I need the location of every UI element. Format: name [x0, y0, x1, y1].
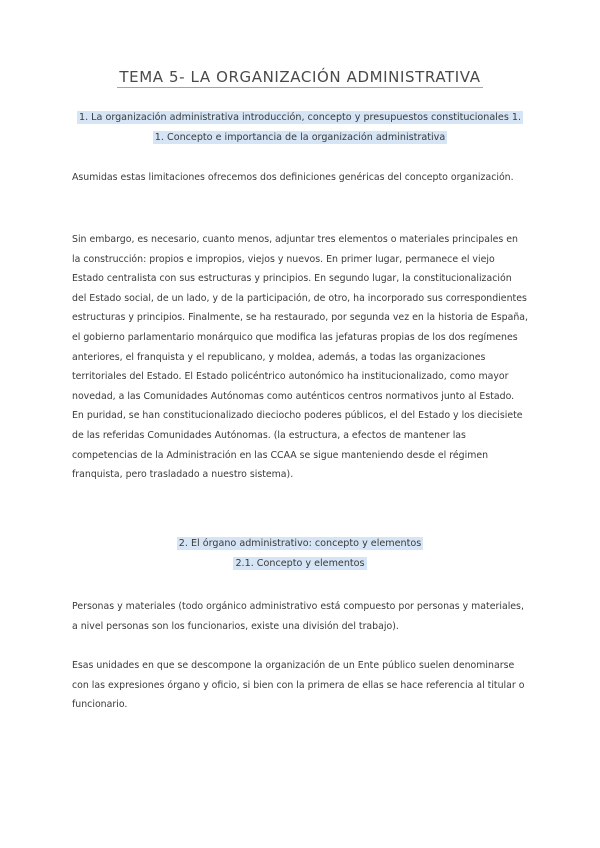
section-2-heading-line-2: 2.1. Concepto y elementos [235, 558, 365, 569]
section-2-heading-line-1: 2. El órgano administrativo: concepto y elementos [178, 538, 422, 549]
page-title-text: TEMA 5- LA ORGANIZACIÓN ADMINISTRATIVA [119, 68, 481, 86]
section-1-heading-line-2: 1. Concepto e importancia de la organización administrativa [154, 132, 446, 143]
paragraph-2: Sin embargo, es necesario, cuanto menos, adjuntar tres elementos o materiales principales en la construcción: propios e impropios, viejos y nuevos. En primer lugar, permanece el viejo Estado centralista con sus estructuras y principios. En segundo lugar, la constitucionalización del Estado social, de un lado, y de la participación, de otro, ha incorporado sus correspondientes estructuras y principios. Finalmente, se ha restaurado, por segunda vez en la historia de España, el gobierno parlamentario monárquico que modifica las jefaturas propias de los dos regímenes anteriores, el franquista y el republicano, y moldea, además, a todas las organizaciones territoriales del Estado. El Estado policéntrico autonómico ha institucionalizado, como mayor novedad, a las Comunidades Autónomas como auténticos centros normativos junto al Estado. En puridad, se han constitucionalizado dieciocho poderes públicos, el del Estado y los diecisiete de las referidas Comunidades Autónomas. (la estructura, a efectos de mantener las competencias de la Administración en las CCAA se sigue manteniendo desde el régimen franquista, pero trasladado a nuestro sistema). [72, 234, 529, 481]
paragraph-4: Esas unidades en que se descompone la organización de un Ente público suelen denominarse con las expresiones órgano y oficio, si bien con la primera de ellas se hace referencia al titular o funcionario. [72, 660, 525, 711]
page-title [0, 68, 600, 86]
paragraph-1: Asumidas estas limitaciones ofrecemos dos definiciones genéricas del concepto organización. [72, 172, 514, 183]
section-1-heading-line-1: 1. La organización administrativa introducción, concepto y presupuestos constitucionales 1. [78, 112, 522, 123]
section-1-heading [60, 108, 540, 148]
section-2-heading [60, 534, 540, 574]
paragraph-3: Personas y materiales (todo orgánico administrativo está compuesto por personas y materiales, a nivel personas son los funcionarios, existe una división del trabajo). [72, 601, 524, 632]
